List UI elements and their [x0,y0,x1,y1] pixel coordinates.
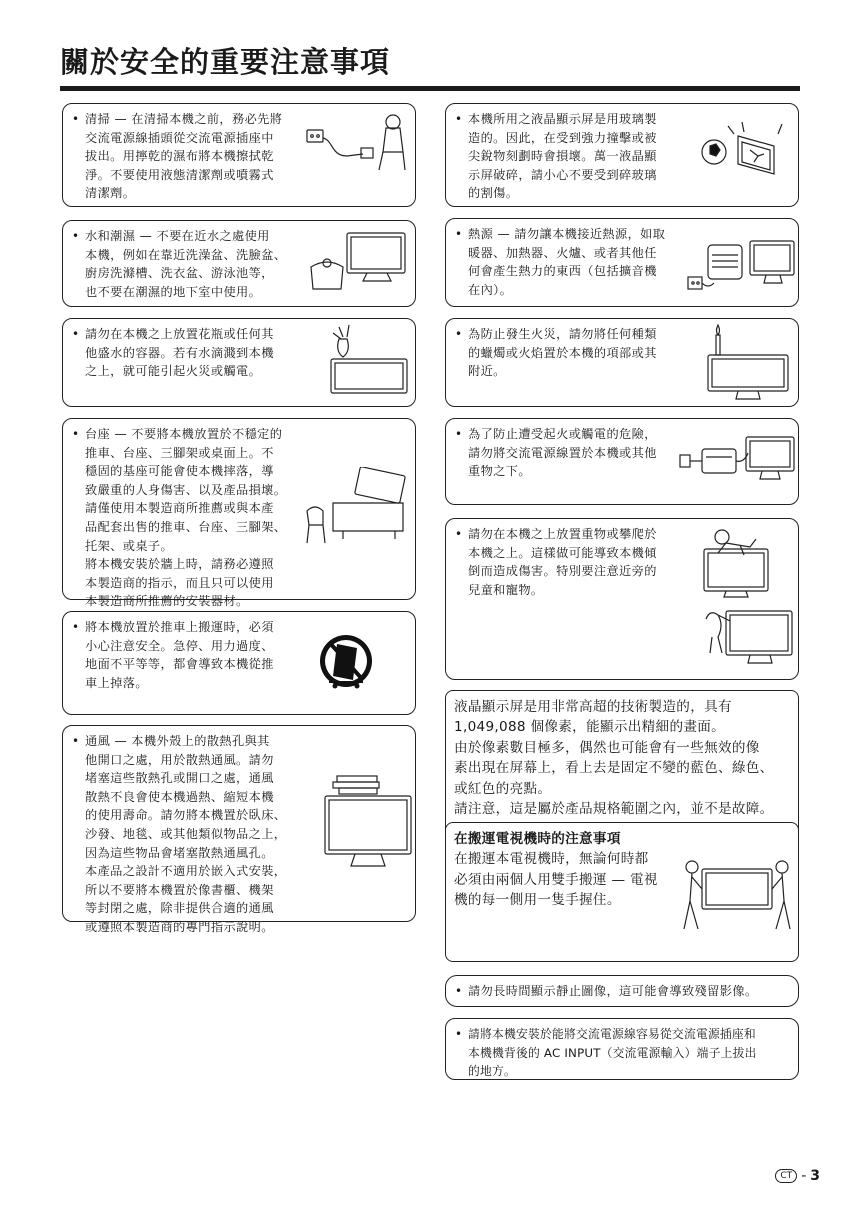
bullet: • [72,427,80,441]
note-text: 本機所用之液晶顯示屏是用玻璃製 造的。因此，在受到強力撞擊或被 尖銳物刻劃時會損壞。萬一液晶顯 示屏破碎，請小心不要受到碎玻璃 的割傷。 [468,112,657,201]
glass-panel-warning [445,103,799,207]
bullet: • [455,227,463,241]
bullet: • [455,527,463,541]
lcd-pixel-notice [445,690,799,836]
heater-illustration [686,233,796,301]
child-and-pet-illustration [696,525,796,675]
vase-warning [62,318,416,407]
note-text: 請勿長時間顯示靜止圖像，這可能會導致殘留影像。 [468,984,758,998]
note-text: 通風 — 本機外殼上的散熱孔與其 他開口之處，用於散熱通風。請勿 堵塞這些散熱孔或開口之處，通風 散熱不良會使本機過熱、縮短本機 的使用壽命。請勿將本機置於臥床、 沙發、地毯、或其他類似物品之上， 因為這些物品會堵塞散熱通風孔。 本產品之設計不適用於嵌入式安裝， 所以不要將本機置於像書櫃、機架 等封閉之處，除非提供合適的通風 或遵照本製造商的專門指示說明。 [85,734,287,934]
note-text: 水和潮濕 — 不要在近水之處使用 本機，例如在靠近洗澡盆、洗臉盆、 廚房洗滌槽、洗衣盆、游泳池等， 也不要在潮濕的地下室中使用。 [85,229,287,299]
unstable-stand-illustration [303,467,411,547]
cart-note [62,611,416,715]
bullet: • [455,112,463,126]
transport-title: 在搬運電視機時的注意事項 [454,831,621,847]
footer-separator: - [801,1168,807,1184]
cleaning-illustration [303,112,409,174]
cleaning-note [62,103,416,207]
transport-caution [445,822,799,962]
note-text: 將本機放置於推車上搬運時，必須 小心注意安全。急停、用力過度、 地面不平等等，都會導致本機從推 車上掉落。 [85,620,274,690]
power-cord-warning [445,418,799,505]
title-rule [60,86,800,91]
climbing-warning [445,518,799,680]
blocked-vent-illustration [319,772,415,876]
bullet: • [72,620,80,634]
bullet: • [455,427,463,441]
notice-text: 液晶顯示屏是用非常高超的技術製造的，具有 1,049,088 個像素，能顯示出精細的畫面。 由於像素數目極多，偶然也可能會有一些無效的像 素出現在屏幕上，看上去是固定不變的藍色、綠色、 或紅色的亮點。 請注意，這是屬於產品規格範圍之內，並不是故障。 [454,699,774,818]
ball-hitting-tv-illustration [698,116,794,186]
bullet: • [455,327,463,341]
bullet: • [72,734,80,748]
still-image-note [445,975,799,1007]
cart-tip-over-icon [319,632,373,700]
note-text: 為防止發生火災，請勿將任何種類 的蠟燭或火焰置於本機的項部或其 附近。 [468,327,657,379]
note-text: 請將本機安裝於能將交流電源線容易從交流電源插座和 本機機背後的 AC INPUT（交流電源輸入）端子上拔出 的地方。 [468,1027,757,1079]
transport-text: 在搬運電視機時的注意事項 在搬運本電視機時，無論何時都 必須由兩個人用雙手搬運 — 電視 機的每一側用一隻手握住。 [454,829,792,911]
stand-note [62,418,416,609]
page-title: 關於安全的重要注意事項 [60,45,391,79]
cord-under-object-illustration [678,433,796,493]
note-text: 台座 — 不要將本機放置於不穩定的 推車、台座、三腳架或桌面上。不 穩固的基座可能會使本機摔落，導 致嚴重的人身傷害、以及產品損壞。 請僅使用本製造商所推薦或與本產 品配套出售的推車、台座、三腳架、 托架、或桌子。 將本機安裝於牆上時，請務必遵照 本製造商的指示，而且只可以使用 本製造商所推薦的安裝器材。 [85,427,287,609]
bullet: • [455,984,463,998]
note-text: 請勿在本機之上放置花瓶或任何其 他盛水的容器。若有水滴濺到本機 之上，就可能引起火災或觸電。 [85,327,274,379]
note-text: 清掃 — 在清掃本機之前，務必先將 交流電源線插頭從交流電源插座中 拔出。用擰乾的濕布將本機擦拭乾 淨。不要使用液態清潔劑或噴霧式 清潔劑。 [85,112,283,201]
bullet: • [72,327,80,341]
candle-warning [445,318,799,407]
heat-source-note [445,218,799,307]
two-person-carry-illustration [678,847,796,935]
ac-input-note [445,1018,799,1080]
language-badge: CT [775,1169,797,1183]
bullet: • [72,112,80,126]
note-text: 為了防止遭受起火或觸電的危險， 請勿將交流電源線置於本機或其他 重物之下。 [468,427,657,479]
water-tv-illustration [307,227,411,293]
page-number: 3 [810,1168,820,1184]
note-text: 請勿在本機之上放置重物或攀爬於 本機之上。這樣做可能導致本機傾 倒而造成傷害。特別要注意近旁的 兒童和寵物。 [468,527,657,597]
water-moisture-note [62,220,416,307]
bullet: • [72,229,80,243]
candle-tv-illustration [704,323,794,401]
ventilation-note [62,725,416,934]
bullet: • [455,1027,463,1041]
note-text: 熱源 — 請勿讓本機接近熱源，如取 暖器、加熱器、火爐、或者其他任 何會產生熱力的東西（包括擴音機 在內）。 [468,227,666,297]
vase-tv-illustration [325,323,409,399]
page-footer [775,1168,820,1184]
